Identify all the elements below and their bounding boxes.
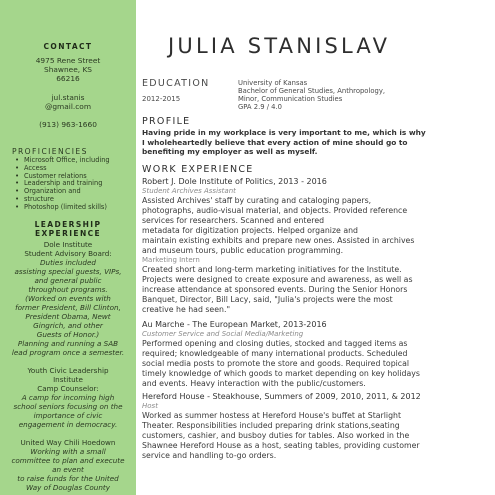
leadership-heading [0, 220, 136, 238]
proficiency-item: • Customer relations [14, 173, 132, 181]
job-role: Customer Service and Social Media/Marketing [142, 330, 304, 338]
job-title: Hereford House - Steakhouse, Summers of 2009, 2010, 2011, & 2012 [142, 392, 421, 401]
job-description-line: service and handling to-go orders. [142, 450, 277, 460]
phone-number[interactable]: (913) 963-1660 [39, 120, 97, 130]
leadership-org: Dole Institute [43, 240, 93, 249]
proficiency-item: • Leadership and training [14, 180, 132, 188]
leadership-org: Camp Counselor: [37, 384, 99, 393]
proficiencies-heading: PROFICIENCIES [12, 147, 88, 156]
proficiency-item: • structure [14, 196, 132, 204]
contact-details [0, 56, 136, 129]
leadership-line: lead program once a semester. [11, 348, 125, 357]
job-description-line: Assisted Archives' staff by curating and cataloging papers, [142, 195, 372, 205]
contact-heading: CONTACT [43, 42, 93, 51]
job-description-line: timely knowledge of which goods to market depending on key holidays [142, 368, 420, 378]
leadership-line: Working with a small [30, 447, 106, 456]
job-description-line: and museum tours, public education programming. [142, 245, 344, 255]
job-entry-dole-archives [142, 177, 492, 256]
leadership-line: Way of Douglas County [26, 483, 110, 492]
job-role: Marketing Intern [142, 256, 200, 264]
leadership-line: an event [52, 465, 84, 474]
leadership-line: engagement in democracy. [18, 420, 118, 429]
education-details [238, 79, 385, 111]
job-description-line: maintain existing exhibits and prepare new ones. Assisted in archives [142, 235, 415, 245]
sidebar [0, 0, 136, 495]
education-heading: EDUCATION [142, 78, 210, 89]
leadership-org: Institute [53, 375, 83, 384]
email-line-2[interactable]: @gmail.com [44, 101, 92, 111]
leadership-line: assisting special guests, VIPs, [14, 267, 122, 276]
education-line: Minor, Communication Studies [238, 95, 343, 103]
job-description-line: and events. Heavy interaction with the public/customers. [142, 378, 366, 388]
leadership-line: to raise funds for the United [17, 474, 119, 483]
job-description-line: social media posts to promote the store and goods. Required topical [142, 358, 410, 368]
leadership-line: and general public [34, 276, 102, 285]
education-dates: 2012-2015 [142, 95, 181, 103]
job-role: Student Archives Assistant [142, 187, 236, 195]
leadership-heading-line-1: LEADERSHIP [34, 220, 102, 229]
job-description-line: Worked as summer hostess at Hereford House's buffet at Starlight [142, 410, 402, 420]
job-description-line: Created short and long-term marketing initiatives for the Institute. [142, 265, 402, 274]
email-line-1[interactable]: jul.stanis [51, 92, 85, 102]
leadership-line: Planning and running a SAB [17, 339, 119, 348]
profile-line: I wholeheartedly believe that every action of mine should go to [142, 137, 408, 147]
address-line-2: Shawnee, KS [44, 65, 92, 75]
leadership-line: committee to plan and execute [11, 456, 125, 465]
job-description-line: Shawnee Hereford House as a host, seating tables, providing customer [142, 440, 420, 450]
leadership-line: Duties included [40, 258, 96, 267]
job-description-line: Projects were designed to create exposure and awareness, as well as [142, 275, 413, 284]
job-description-line: Performed opening and closing duties, stocked and tagged items as [142, 338, 408, 348]
main-content [136, 0, 495, 495]
leadership-line: (Worked on events with [25, 294, 111, 303]
job-description-line: metadata for digitization projects. Helped organize and [142, 225, 358, 235]
work-experience-heading: WORK EXPERIENCE [142, 164, 254, 175]
job-description-line: creative he had seen." [142, 305, 231, 314]
zip-code: 66216 [56, 74, 80, 84]
job-description-line: Theater. Responsibilities included preparing drink stations,seating [142, 420, 400, 430]
education-line: GPA 2.9 / 4.0 [238, 103, 282, 111]
profile-text [142, 128, 490, 157]
leadership-heading-line-2: EXPERIENCE [34, 229, 102, 238]
leadership-line: A camp for incoming high [21, 393, 115, 402]
leadership-body [2, 240, 134, 492]
job-title: Robert J. Dole Institute of Politics, 2013 - 2016 [142, 177, 327, 186]
education-line: University of Kansas [238, 79, 308, 87]
job-entry-au-marche [142, 320, 492, 389]
leadership-line: importance of civic [33, 411, 103, 420]
leadership-org: Student Advisory Board: [24, 249, 112, 258]
job-entry-marketing-intern [142, 256, 492, 315]
education-line: Bachelor of General Studies, Anthropology, [238, 87, 385, 95]
job-role: Host [142, 402, 158, 410]
job-entry-hereford-house [142, 392, 492, 461]
job-description-line: photographs, audio-visual material, and objects. Provided reference [142, 205, 408, 215]
job-description-line: required; knowledgeable of many international products. Scheduled [142, 348, 408, 358]
leadership-line: school seniors focusing on the [13, 402, 123, 411]
address-line-1: 4975 Rene Street [35, 56, 101, 65]
job-description-line: customers, cashier, and busboy duties for tables. Also worked in the [142, 430, 410, 440]
proficiencies-list [14, 157, 132, 212]
job-description-line: Banquet, Director, Bill Lacy, said, "Julia's projects were the most [142, 295, 393, 304]
leadership-line: President Obama, Newt [25, 312, 111, 321]
profile-line: Having pride in my workplace is very important to me, which is why [142, 128, 426, 137]
proficiency-item: • Organization and [14, 188, 132, 196]
page-title: JULIA STANISLAV [168, 34, 391, 58]
leadership-line: throughout programs. [28, 285, 108, 294]
leadership-line: Gingrich, and other [33, 321, 103, 330]
leadership-org: United Way Chili Hoedown [20, 438, 116, 447]
leadership-line: former President, Bill Clinton, [15, 303, 121, 312]
profile-heading: PROFILE [142, 116, 191, 127]
proficiency-item: • Microsoft Office, including [14, 157, 132, 165]
proficiency-item: • Photoshop (limited skills) [14, 204, 132, 212]
proficiency-item: • Access [14, 165, 132, 173]
job-description-line: increase attendance at sponsored events. During the Senior Honors [142, 285, 408, 294]
profile-line: benefiting my employer as well as myself. [142, 147, 318, 157]
job-description-line: services for researchers. Scanned and entered [142, 215, 325, 225]
job-title: Au Marche - The European Market, 2013-2016 [142, 320, 327, 329]
leadership-org: Youth Civic Leadership [27, 366, 109, 375]
leadership-line: Guests of Honor.) [36, 330, 100, 339]
